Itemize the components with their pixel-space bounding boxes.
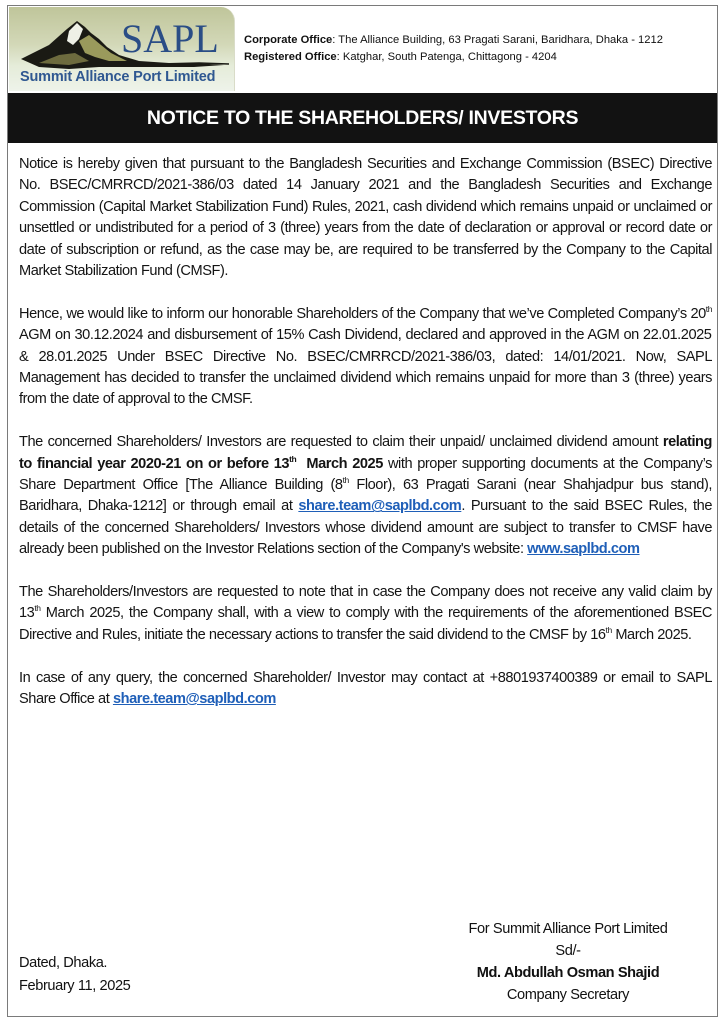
paragraph-transfer-notice bbox=[19, 582, 712, 646]
registered-office bbox=[244, 49, 663, 66]
superscript: th bbox=[705, 303, 712, 314]
text: In case of any query, the concerned Shareholder/ Investor may contact at +8801937400389 or email to SAPL Share Office at bbox=[19, 669, 712, 708]
logo-wordmark: SAPL bbox=[121, 16, 219, 61]
signatory-name: Md. Abdullah Osman Shajid bbox=[476, 965, 660, 981]
text: relating to financial year 2020-21 on or before 13 bbox=[19, 434, 712, 472]
notice-title: NOTICE TO THE SHAREHOLDERS/ INVESTORS bbox=[8, 93, 717, 143]
paragraph-contact bbox=[19, 668, 712, 711]
text: Hence, we would like to inform our honorable Shareholders of the Company that we’ve Completed Company’s 20 bbox=[19, 305, 706, 322]
registered-office-label: Registered Office bbox=[244, 51, 337, 63]
text: The concerned Shareholders/ Investors are requested to claim their unpaid/ unclaimed dividend amount bbox=[19, 434, 663, 451]
signatory-title: Company Secretary bbox=[506, 987, 630, 1003]
text: March 2025. bbox=[611, 626, 692, 643]
email-link[interactable]: share.team@saplbd.com bbox=[298, 498, 462, 515]
registered-office-address: : Katghar, South Patenga, Chittagong - 4204 bbox=[336, 51, 557, 63]
dated-place: Dated, Dhaka. bbox=[19, 955, 108, 971]
text: . Pursuant to the said BSEC Rules, the details of the concerned Shareholders/ Investors whose dividend amount are subject to transfer to CMSF have already been published on the Investor Relations section of the Company's website: bbox=[19, 498, 712, 558]
corporate-office-label: Corporate Office bbox=[244, 34, 333, 46]
paragraph-claim-request bbox=[19, 432, 712, 560]
logo-tagline: Summit Alliance Port Limited bbox=[20, 69, 216, 85]
notice-body bbox=[19, 154, 712, 732]
paragraph-legal-basis: Notice is hereby given that pursuant to the Bangladesh Securities and Exchange Commission (BSEC) Directive No. BSEC/CMRRCD/2021-386/03 dated 14 January 2021 and the Bangladesh Securities and Exchange Commission (Capital Market Stabilization Fund) Rules, 2021, cash dividend which remains unpaid or unclaimed or unsettled or undistributed for a period of 3 (three) years from the date of declaration or approval or record date or date of subscription or refund, as the case may be, are required to be transferred by the Company to the Capital Market Stabilization Fund (CMSF). bbox=[19, 156, 712, 280]
text: March 2025 bbox=[296, 455, 383, 472]
text: Floor), 63 Pragati Sarani (near Shahjadpur bus stand), Baridhara, Dhaka-1212] or through email at bbox=[19, 477, 712, 515]
superscript: th bbox=[605, 625, 612, 636]
notice-date: February 11, 2025 bbox=[19, 978, 131, 994]
text: March 2025, the Company shall, with a view to comply with the requirements of the aforementioned BSEC Directive and Rules, initiate the necessary actions to transfer the said dividend to the CMSF by 16 bbox=[19, 605, 712, 643]
company-logo bbox=[9, 7, 235, 91]
date-block bbox=[19, 952, 130, 998]
signature-block bbox=[428, 918, 708, 1006]
text: AGM on 30.12.2024 and disbursement of 15% Cash Dividend, declared and approved in the AGM on 22.01.2025 & 28.01.2025 Under BSEC Directive No. BSEC/CMRRCD/2021-386/03, dated: 14/01/2021. Now, SAPL Management has decided to transfer the unclaimed dividend which remains unpaid for more than 3 (three) years from the date of approval to the CMSF. bbox=[19, 327, 712, 408]
office-addresses bbox=[244, 32, 663, 66]
corporate-office bbox=[244, 32, 663, 49]
paragraph-agm-info bbox=[19, 304, 712, 411]
email-link[interactable]: share.team@saplbd.com bbox=[112, 691, 276, 708]
text: with proper supporting documents at the Company’s Share Department Office [The Alliance Building (8 bbox=[19, 455, 712, 494]
notice-document bbox=[7, 5, 718, 1017]
superscript: th bbox=[34, 603, 41, 614]
website-link[interactable]: www.saplbd.com bbox=[527, 541, 640, 558]
corporate-office-address: : The Alliance Building, 63 Pragati Sarani, Baridhara, Dhaka - 1212 bbox=[332, 34, 663, 46]
text: The Shareholders/Investors are requested to note that in case the Company does not receive any valid claim by 13 bbox=[19, 584, 712, 622]
signature: Sd/- bbox=[555, 943, 581, 959]
letterhead bbox=[8, 6, 717, 92]
superscript: th bbox=[342, 475, 349, 486]
superscript: th bbox=[289, 453, 297, 464]
for-company: For Summit Alliance Port Limited bbox=[468, 921, 668, 937]
